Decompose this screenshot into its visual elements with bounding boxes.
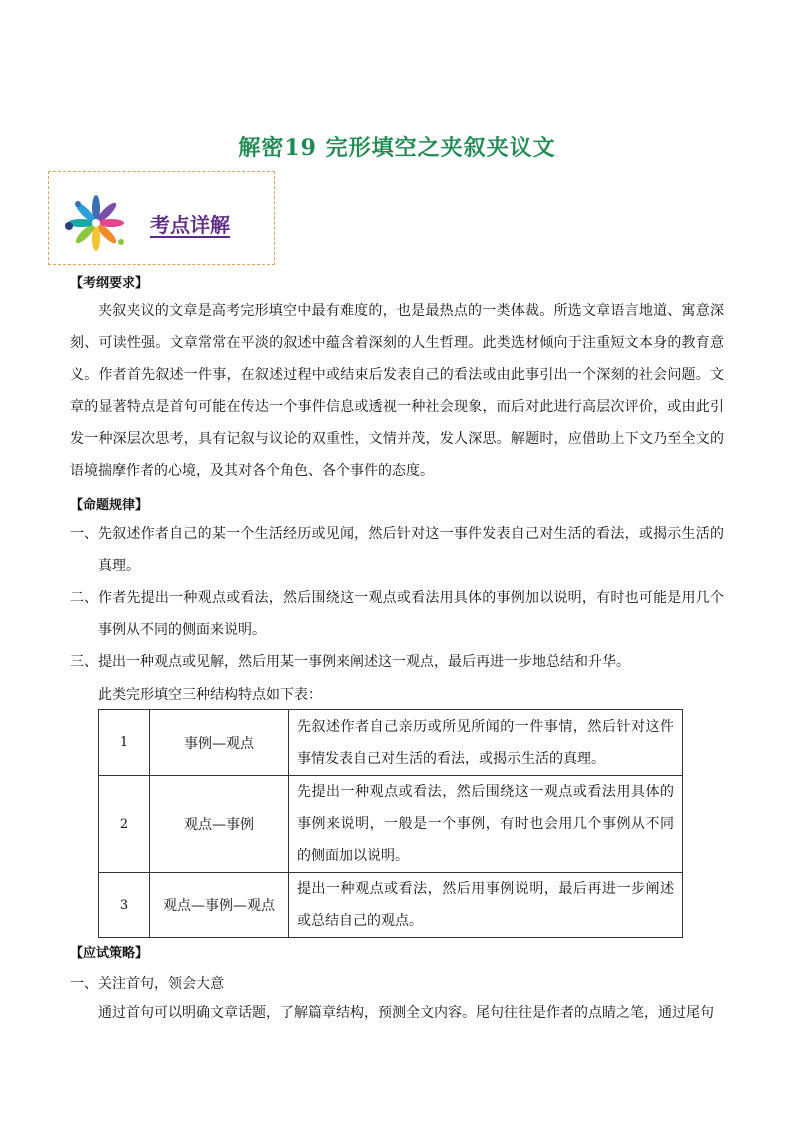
strategy-item-title: 一、关注首句，领会大意 bbox=[70, 976, 224, 992]
rule-number: 一、 bbox=[70, 526, 98, 542]
rule-item-1 bbox=[70, 518, 724, 582]
rule-item-3 bbox=[70, 646, 724, 678]
requirements-heading: 【考纲要求】 bbox=[70, 276, 149, 291]
row-structure-type: 事例—观点 bbox=[150, 710, 289, 776]
rule-text: 先叙述作者自己的某一个生活经历或见闻，然后针对这一事件发表自己对生活的看法，或揭示生活的真理。 bbox=[98, 526, 724, 574]
page-title: 解密19 完形填空之夹叙夹议文 bbox=[238, 135, 556, 161]
rule-item-2 bbox=[70, 582, 724, 646]
strategy-item-text: 通过首句可以明确文章话题，了解篇章结构，预测全文内容。尾句往往是作者的点睛之笔，通过尾句 bbox=[98, 1005, 714, 1021]
rule-text: 作者先提出一种观点或看法，然后围绕这一观点或看法用具体的事例加以说明，有时也可能是用几个事例从不同的侧面来说明。 bbox=[98, 590, 724, 638]
row-description: 先提出一种观点或看法，然后围绕这一观点或看法用具体的事例来说明，一般是一个事例，有时也会用几个事例从不同的侧面加以说明。 bbox=[289, 776, 683, 873]
section-badge bbox=[48, 171, 275, 265]
row-description: 先叙述作者自己亲历或所见所闻的一件事情，然后针对这件事情发表自己对生活的看法，或揭示生活的真理。 bbox=[289, 710, 683, 776]
table-row bbox=[99, 776, 683, 873]
structure-table bbox=[98, 709, 683, 938]
row-structure-type: 观点—事例 bbox=[150, 776, 289, 873]
flower-logo-icon bbox=[61, 186, 131, 256]
rule-number: 二、 bbox=[70, 590, 98, 606]
rule-text: 提出一种观点或见解，然后用某一事例来阐述这一观点，最后再进一步地总结和升华。 bbox=[98, 654, 630, 670]
row-number: 1 bbox=[99, 710, 150, 776]
rule-number: 三、 bbox=[70, 654, 98, 670]
row-number: 3 bbox=[99, 873, 150, 938]
strategy-heading: 【应试策略】 bbox=[70, 946, 149, 961]
section-badge-label: 考点详解 bbox=[150, 213, 230, 237]
table-row bbox=[99, 710, 683, 776]
row-structure-type: 观点—事例—观点 bbox=[150, 873, 289, 938]
table-intro: 此类完形填空三种结构特点如下表： bbox=[98, 687, 322, 703]
row-description: 提出一种观点或看法，然后用事例说明，最后再进一步阐述或总结自己的观点。 bbox=[289, 873, 683, 938]
row-number: 2 bbox=[99, 776, 150, 873]
requirements-paragraph: 夹叙夹议的文章是高考完形填空中最有难度的，也是最热点的一类体裁。所选文章语言地道、寓意深刻、可读性强。文章常常在平淡的叙述中蕴含着深刻的人生哲理。此类选材倾向于注重短文本身的教育意义。作者首先叙述一件事，在叙述过程中或结束后发表自己的看法或由此事引出一个深刻的社会问题。文章的显著特点是首句可能在传达一个事件信息或透视一种社会现象，而后对此进行高层次评价，或由此引发一种深层次思考，具有记叙与议论的双重性，文情并茂，发人深思。解题时，应借助上下文乃至全文的语境揣摩作者的心境，及其对各个角色、各个事件的态度。 bbox=[70, 303, 724, 479]
table-row bbox=[99, 873, 683, 938]
rules-heading: 【命题规律】 bbox=[70, 498, 149, 513]
